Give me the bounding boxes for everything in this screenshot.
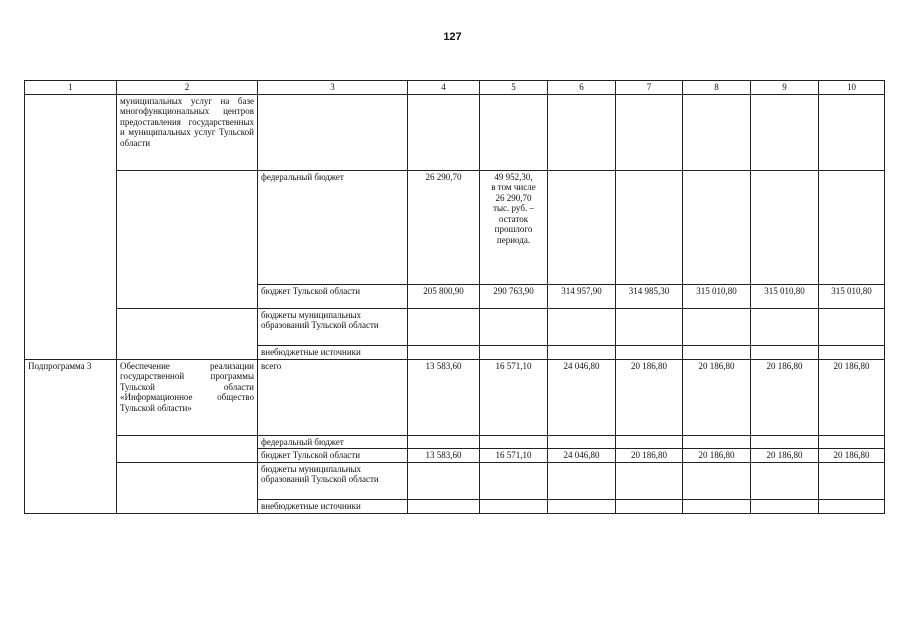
table-cell [117, 170, 258, 308]
value-cell: 24 046,80 [548, 359, 616, 435]
table-cell [408, 435, 480, 449]
table-cell [683, 462, 751, 499]
table-cell [751, 94, 819, 170]
table-cell [683, 345, 751, 359]
value-cell: 13 583,60 [408, 449, 480, 463]
table-row [25, 435, 885, 449]
value-cell: 314 957,90 [548, 284, 616, 308]
table-cell [480, 499, 548, 513]
table-cell [819, 345, 885, 359]
col-header: 3 [258, 81, 408, 95]
table-cell [751, 462, 819, 499]
table-cell [408, 499, 480, 513]
funding-source: федеральный бюджет [258, 170, 408, 284]
value-cell: 26 290,70 [408, 170, 480, 284]
funding-source: бюджет Тульской области [258, 449, 408, 463]
value-cell: 205 800,90 [408, 284, 480, 308]
value-note-cell [480, 170, 548, 284]
table-cell [616, 462, 683, 499]
col-header: 4 [408, 81, 480, 95]
table-row [25, 94, 885, 170]
table-row [25, 170, 885, 284]
table-cell [819, 308, 885, 345]
col-header: 5 [480, 81, 548, 95]
table-cell [548, 462, 616, 499]
budget-table [24, 80, 885, 514]
table-row [25, 462, 885, 499]
value-cell: 20 186,80 [616, 359, 683, 435]
value-cell: 24 046,80 [548, 449, 616, 463]
value-cell: 20 186,80 [819, 449, 885, 463]
table-cell [117, 435, 258, 462]
funding-source: бюджет Тульской области [258, 284, 408, 308]
table-cell [616, 308, 683, 345]
col-header: 2 [117, 81, 258, 95]
table-cell [819, 94, 885, 170]
page-number: 127 [443, 31, 462, 43]
col-header: 9 [751, 81, 819, 95]
col-header: 8 [683, 81, 751, 95]
col-header: 10 [819, 81, 885, 95]
table-cell [616, 94, 683, 170]
table-row [25, 308, 885, 345]
funding-source: бюджеты муниципальных образований Тульской области [258, 462, 408, 499]
program-description: Обеспечение реализации государственной программы Тульской области «Информационное общество Тульской области» [117, 359, 258, 435]
table-cell [616, 499, 683, 513]
funding-source: федеральный бюджет [258, 435, 408, 449]
table-cell [117, 462, 258, 513]
table-cell [751, 170, 819, 284]
table-cell [683, 435, 751, 449]
header-row [25, 81, 885, 95]
table-cell [548, 499, 616, 513]
table-cell [683, 170, 751, 284]
program-description: муниципальных услуг на базе многофункциональных центров предоставления государственных и муниципальных услуг Тульской области [117, 94, 258, 170]
value-cell: 20 186,80 [819, 359, 885, 435]
value-cell: 16 571,10 [480, 359, 548, 435]
table-cell [751, 435, 819, 449]
col-header: 6 [548, 81, 616, 95]
value-cell: 20 186,80 [751, 359, 819, 435]
funding-source: бюджеты муниципальных образований Тульской области [258, 308, 408, 345]
funding-source: всего [258, 359, 408, 435]
table-cell [819, 499, 885, 513]
table-cell [548, 308, 616, 345]
table-row [25, 359, 885, 435]
value-cell: 13 583,60 [408, 359, 480, 435]
table-cell [751, 345, 819, 359]
value-cell: 16 571,10 [480, 449, 548, 463]
table-cell [819, 170, 885, 284]
value-cell: 315 010,80 [751, 284, 819, 308]
value-cell: 314 985,30 [616, 284, 683, 308]
value-cell: 20 186,80 [616, 449, 683, 463]
table-cell [616, 345, 683, 359]
table-cell [548, 170, 616, 284]
value-cell: 315 010,80 [683, 284, 751, 308]
funding-source: внебюджетные источники [258, 345, 408, 359]
table-cell [616, 170, 683, 284]
col-header: 1 [25, 81, 117, 95]
table-cell [117, 308, 258, 359]
table-cell [480, 94, 548, 170]
table-cell [616, 435, 683, 449]
value-cell: 20 186,80 [751, 449, 819, 463]
subprogram-label: Подпрограмма 3 [25, 359, 117, 513]
table-cell [548, 435, 616, 449]
table-cell [480, 462, 548, 499]
table-cell [258, 94, 408, 170]
table-cell [408, 94, 480, 170]
value-cell: 315 010,80 [819, 284, 885, 308]
col-header: 7 [616, 81, 683, 95]
table-cell [548, 94, 616, 170]
table-cell [548, 345, 616, 359]
table-cell [408, 308, 480, 345]
table-cell [480, 435, 548, 449]
table-cell [683, 308, 751, 345]
table-cell [25, 94, 117, 359]
funding-source: внебюджетные источники [258, 499, 408, 513]
table-cell [819, 462, 885, 499]
table-cell [408, 462, 480, 499]
value-note: 49 952,30, в том числе 26 290,70 тыс. руб. – остаток прошлого периода. [491, 171, 536, 245]
table-cell [480, 308, 548, 345]
value-cell: 20 186,80 [683, 359, 751, 435]
table-cell [480, 345, 548, 359]
table-cell [683, 499, 751, 513]
table-cell [751, 308, 819, 345]
table-cell [751, 499, 819, 513]
value-cell: 290 763,90 [480, 284, 548, 308]
table-cell [683, 94, 751, 170]
table-cell [819, 435, 885, 449]
table-cell [408, 345, 480, 359]
value-cell: 20 186,80 [683, 449, 751, 463]
